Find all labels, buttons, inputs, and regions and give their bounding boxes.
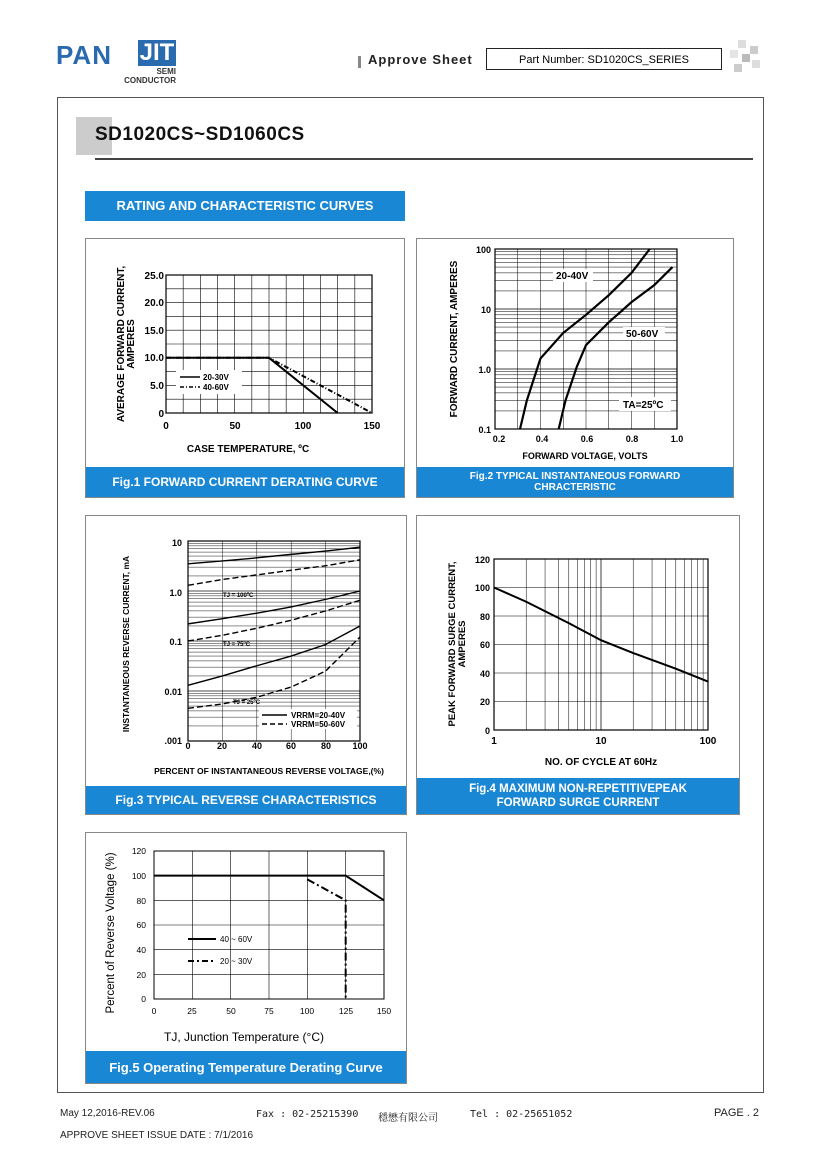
fig4-caption-line2: FORWARD SURGE CURRENT	[496, 797, 660, 809]
fig5-xtick: 100	[299, 1006, 315, 1016]
fig1-legend-label: 40-60V	[203, 383, 229, 392]
fig4-caption-line1: Fig.4 MAXIMUM NON-REPETITIVEPEAK	[469, 783, 687, 795]
fig3-label-100c: TJ = 100ºC	[223, 593, 254, 599]
fig4-ytick: 40	[479, 669, 490, 679]
footer-date-rev: May 12,2016-REV.06	[60, 1108, 155, 1119]
fig2-caption-line2: CHRACTERISTIC	[534, 482, 616, 493]
fig5-xtick: 150	[376, 1006, 392, 1016]
fig4-xlabel: NO. OF CYCLE AT 60Hz	[544, 757, 658, 768]
fig2-ylabel: FORWARD CURRENT, AMPERES	[449, 260, 460, 418]
fig2-xlabel: FORWARD VOLTAGE, VOLTS	[522, 451, 648, 461]
fig3-xtick: 0	[185, 741, 191, 751]
fig5-xtick: 50	[226, 1006, 236, 1016]
fig5-xtick: 25	[187, 1006, 197, 1016]
fig4-ytick: 120	[474, 555, 490, 565]
fig2-label-20-40v: 20-40V	[556, 271, 589, 282]
fig4-ytick: 60	[479, 640, 490, 650]
fig2-ytick: 100	[475, 245, 491, 255]
fig2-caption	[417, 467, 733, 497]
logo-sub-conductor: CONDUCTOR	[124, 76, 176, 85]
fig3-xtick: 20	[216, 741, 228, 751]
fig4-xtick: 10	[595, 736, 607, 747]
fig2-xtick: 0.2	[492, 434, 506, 444]
fig3-ytick: .001	[164, 736, 182, 746]
fig5-caption: Fig.5 Operating Temperature Derating Curve	[86, 1051, 406, 1083]
fig5-xtick: 75	[264, 1006, 274, 1016]
fig4-xtick: 1	[491, 736, 497, 747]
fig5-ytick: 0	[141, 994, 146, 1004]
fig1-chart	[86, 239, 404, 467]
fig4-ytick: 100	[474, 583, 490, 593]
fig1-panel	[85, 238, 405, 498]
fig5-chart	[86, 833, 406, 1051]
fig3-panel	[85, 515, 407, 815]
fig1-ylabel-2: AMPERES	[126, 319, 137, 369]
fig5-ylabel: Percent of Reverse Voltage (%)	[105, 852, 117, 1014]
fig3-legend-label: VRRM=20-40V	[291, 711, 346, 720]
fig3-xtick: 60	[285, 741, 297, 751]
approve-sheet-label: Approve Sheet	[368, 52, 473, 67]
fig3-ytick: 0.01	[164, 687, 182, 697]
fig1-ytick: 0	[158, 409, 164, 420]
fig5-xtick: 0	[151, 1006, 157, 1016]
fig2-xtick: 1.0	[670, 434, 684, 444]
section-banner: RATING AND CHARACTERISTIC CURVES	[85, 191, 405, 221]
fig3-chart	[86, 516, 406, 786]
fig1-xlabel: CASE TEMPERATURE, ºC	[186, 444, 310, 455]
fig4-ylabel-1: PEAK FORWARD SURGE CURRENT,	[447, 561, 458, 727]
logo-pan-text: PAN	[56, 40, 112, 70]
fig1-legend-label: 20-30V	[203, 373, 229, 382]
fig3-series-line	[188, 600, 360, 641]
fig3-xtick: 100	[352, 741, 368, 751]
fig3-series-line	[188, 560, 360, 585]
footer-page: PAGE . 2	[714, 1107, 760, 1119]
fig1-xtick: 50	[229, 421, 241, 432]
fig3-series-line	[188, 626, 360, 685]
fig3-xtick: 40	[251, 741, 263, 751]
fig1-ytick: 5.0	[150, 381, 164, 392]
fig4-ytick: 80	[479, 612, 490, 622]
fig4-ytick: 20	[479, 697, 490, 707]
fig3-series-line	[188, 547, 360, 564]
fig5-ytick: 80	[136, 896, 146, 906]
fig3-ytick: 1.0	[169, 588, 182, 598]
fig2-label-50-60v: 50-60V	[626, 329, 659, 340]
fig3-caption: Fig.3 TYPICAL REVERSE CHARACTERISTICS	[86, 786, 406, 814]
fig5-ytick: 120	[131, 846, 146, 856]
logo-jit-text: JIT	[139, 39, 175, 66]
fig5-xlabel: TJ, Junction Temperature (°C)	[164, 1030, 324, 1044]
fig1-ytick: 25.0	[144, 271, 164, 282]
footer-company: 穩懋有限公司	[378, 1113, 438, 1124]
fig5-panel	[85, 832, 407, 1084]
approve-bar	[358, 56, 361, 68]
fig3-ylabel: INSTANTANEOUS REVERSE CURRENT, mA	[121, 555, 131, 733]
fig5-ytick: 40	[136, 945, 146, 955]
fig2-xtick: 0.6	[580, 434, 594, 444]
fig3-xlabel: PERCENT OF INSTANTANEOUS REVERSE VOLTAGE,(%)	[154, 766, 384, 776]
fig3-xtick: 80	[320, 741, 332, 751]
fig2-caption-line1: Fig.2 TYPICAL INSTANTANEOUS FORWARD	[469, 471, 681, 482]
fig4-caption	[417, 778, 739, 814]
fig1-xtick: 150	[363, 421, 381, 432]
fig5-ytick: 60	[136, 920, 146, 930]
fig1-xtick: 0	[163, 421, 169, 432]
fig1-caption: Fig.1 FORWARD CURRENT DERATING CURVE	[86, 467, 404, 497]
fig5-xtick: 125	[338, 1006, 354, 1016]
fig4-xtick: 100	[699, 736, 717, 747]
fig3-label-25c: TJ = 25ºC	[233, 700, 261, 706]
fig4-ytick: 0	[484, 726, 490, 736]
fig2-ytick: 10	[480, 305, 491, 315]
fig4-ylabel-2: AMPERES	[457, 620, 468, 668]
fig3-legend-label: VRRM=50-60V	[291, 720, 346, 729]
logo-sub-semi: SEMI	[156, 67, 176, 76]
document-title: SD1020CS~SD1060CS	[95, 124, 305, 145]
fig1-ylabel-1: AVERAGE FORWARD CURRENT,	[116, 265, 127, 423]
fig1-ytick: 20.0	[144, 298, 164, 309]
fig1-xtick: 100	[294, 421, 312, 432]
part-number-box: Part Number: SD1020CS_SERIES	[486, 48, 722, 70]
fig1-ytick: 10.0	[144, 353, 164, 364]
fig2-ytick: 0.1	[478, 425, 491, 435]
fig4-chart	[417, 516, 739, 778]
fig2-xtick: 0.8	[625, 434, 639, 444]
fig5-legend-label: 40 ~ 60V	[220, 935, 253, 944]
fig5-series-20-30v	[307, 879, 345, 999]
fig2-xtick: 0.4	[535, 434, 549, 444]
fig2-ytick: 1.0	[478, 365, 491, 375]
fig2-panel	[416, 238, 734, 498]
fig3-ytick: 0.1	[169, 637, 182, 647]
title-rule	[95, 158, 753, 160]
fig3-ytick: 10	[171, 538, 182, 548]
checker-decoration-icon	[726, 40, 762, 76]
footer-issue-date: APPROVE SHEET ISSUE DATE : 7/1/2016	[60, 1130, 254, 1141]
footer-tel: Tel : 02-25651052	[470, 1109, 573, 1120]
fig2-chart	[417, 239, 733, 467]
fig5-ytick: 20	[136, 970, 146, 980]
fig4-panel	[416, 515, 740, 815]
fig5-ytick: 100	[131, 871, 146, 881]
fig2-temp-label: TA=25ºC	[623, 400, 664, 411]
footer-fax: Fax : 02-25215390	[256, 1109, 359, 1120]
fig1-ytick: 15.0	[144, 326, 164, 337]
fig3-label-75c: TJ = 75ºC	[223, 642, 251, 648]
fig3-series-line	[188, 637, 360, 708]
fig5-legend-label: 20 ~ 30V	[220, 957, 253, 966]
